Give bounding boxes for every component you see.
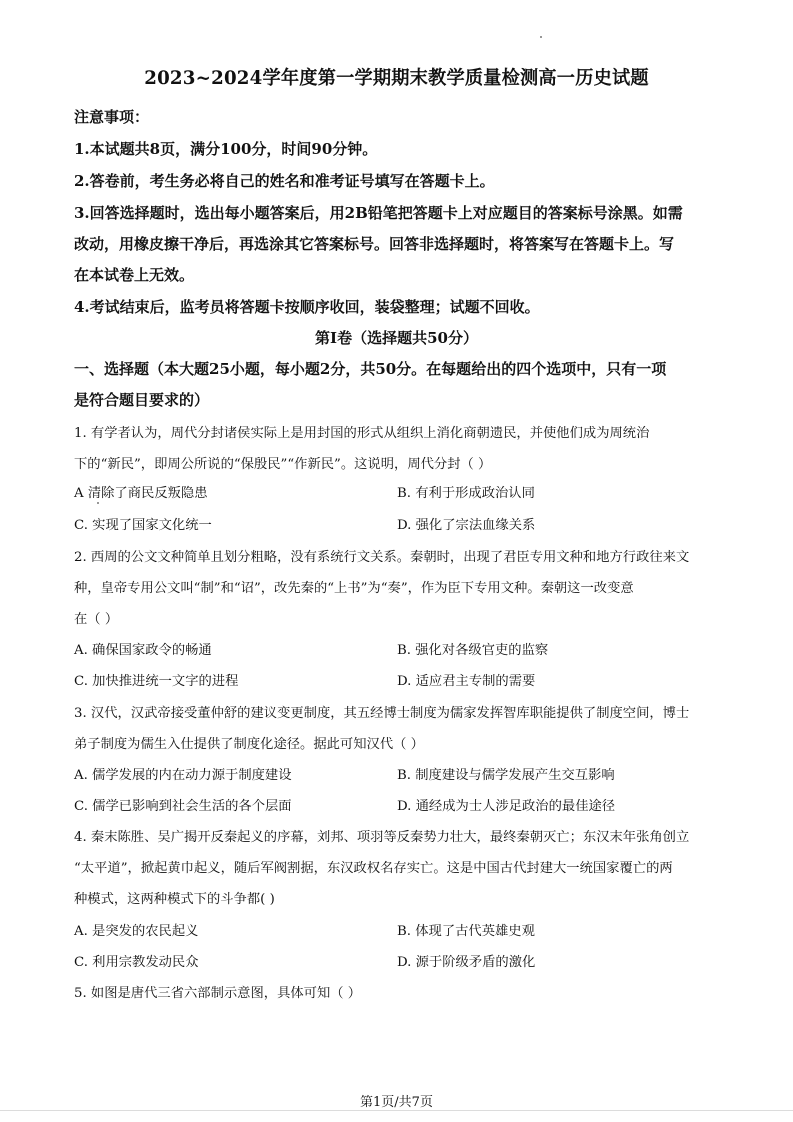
question-1-line-2: 下的“新民”，即周公所说的“保殷民”“作新民”。这说明，周代分封（ ） — [74, 457, 492, 472]
question-4-option-d: D. 源于阶级矛盾的激化 — [397, 955, 536, 970]
question-3-option-d: D. 通经成为士人涉足政治的最佳途径 — [397, 799, 616, 814]
exam-title: 2023~2024学年度第一学期期末教学质量检测高一历史试题 — [144, 68, 649, 89]
question-3-option-b: B. 制度建设与儒学发展产生交互影响 — [397, 768, 615, 783]
page-footer: 第1页/共7页 — [360, 1095, 433, 1110]
question-3-option-a: A. 儒学发展的内在动力源于制度建设 — [74, 768, 292, 783]
question-4-line-2: “太平道”，掀起黄巾起义，随后军阀割据，东汉政权名存实亡。这是中国古代封建大一统国家覆亡的两 — [74, 861, 673, 876]
question-1-option-d: D. 强化了宗法血缘关系 — [397, 518, 536, 533]
question-1-option-c: C. 实现了国家文化统一 — [74, 518, 212, 533]
notice-item-2: 2.答卷前，考生务必将自己的姓名和准考证号填写在答题卡上。 — [74, 172, 495, 190]
question-2-option-d: D. 适应君主专制的需要 — [397, 674, 536, 689]
notice-item-4: 4.考试结束后，监考员将答题卡按顺序收回，装袋整理；试题不回收。 — [74, 298, 540, 316]
question-4-line-1: 4. 秦末陈胜、吴广揭开反秦起义的序幕，刘邦、项羽等反秦势力壮大，最终秦朝灭亡；东汉末年张角创立 — [74, 830, 690, 845]
notice-item-3-line-3: 在本试卷上无效。 — [74, 266, 195, 284]
question-3-line-1: 3. 汉代，汉武帝接受董仲舒的建议变更制度，其五经博士制度为儒家发挥智库职能提供了制度空间，博士 — [74, 706, 690, 721]
question-4-option-a: A. 是突发的农民起义 — [74, 924, 199, 939]
question-3-option-c: C. 儒学已影响到社会生活的各个层面 — [74, 799, 292, 814]
section-1-intro-line-2: 是符合题目要求的） — [74, 391, 210, 409]
question-1-line-1: 1. 有学者认为，周代分封诸侯实际上是用封国的形式从组织上消化商朝遗民，并使他们成为周统治 — [74, 426, 650, 441]
question-2-line-2: 种，皇帝专用公文叫“制”和“诏”，改先秦的“上书”为“奏”，作为臣下专用文种。秦朝这一改变意 — [74, 581, 634, 596]
question-2-option-c: C. 加快推进统一文字的进程 — [74, 674, 239, 689]
question-1-option-b: B. 有利于形成政治认同 — [397, 486, 535, 501]
question-4-option-c: C. 利用宗教发动民众 — [74, 955, 199, 970]
page-edge-line — [0, 1110, 793, 1111]
notice-item-1: 1.本试题共8页，满分100分，时间90分钟。 — [74, 140, 378, 158]
question-2-option-b: B. 强化对各级官吏的监察 — [397, 643, 549, 658]
scan-dot-top — [540, 36, 542, 38]
section-1-title: 第Ⅰ卷（选择题共50分） — [315, 329, 478, 347]
question-2-line-3: 在（ ） — [74, 612, 119, 627]
scan-dot — [97, 502, 99, 504]
question-2-option-a: A. 确保国家政令的畅通 — [74, 643, 212, 658]
question-5-line-1: 5. 如图是唐代三省六部制示意图，具体可知（ ） — [74, 986, 362, 1001]
question-1-option-a: A 清除了商民反叛隐患 — [74, 486, 208, 501]
notice-item-3-line-2: 改动，用橡皮擦干净后，再选涂其它答案标号。回答非选择题时，将答案写在答题卡上。写 — [74, 235, 675, 253]
section-1-intro-line-1: 一、选择题（本大题25小题，每小题2分，共50分。在每题给出的四个选项中，只有一项 — [74, 360, 667, 378]
question-4-option-b: B. 体现了古代英雄史观 — [397, 924, 535, 939]
question-3-line-2: 弟子制度为儒生入仕提供了制度化途径。据此可知汉代（ ） — [74, 737, 424, 752]
notice-heading: 注意事项： — [74, 108, 150, 126]
question-4-line-3: 种模式，这两种模式下的斗争都( ) — [74, 892, 275, 907]
question-2-line-1: 2. 西周的公文文种简单且划分粗略，没有系统行文关系。秦朝时，出现了君臣专用文种和地方行政往来文 — [74, 550, 690, 565]
notice-item-3-line-1: 3.回答选择题时，选出每小题答案后，用2B铅笔把答题卡上对应题目的答案标号涂黑。如需 — [74, 204, 683, 222]
